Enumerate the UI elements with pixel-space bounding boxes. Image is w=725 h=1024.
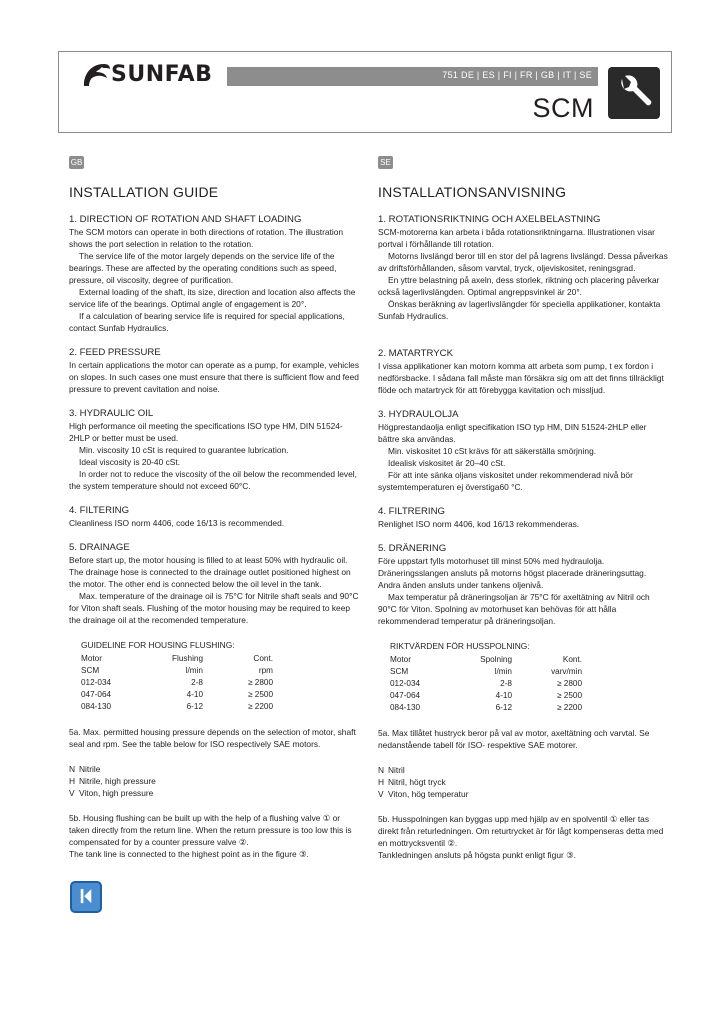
paragraph: SCM-motorerna kan arbeta i båda rotationsriktningarna. Illustrationen visar portval i förhållande till rotation. [378,227,655,249]
paragraph: För att inte sänka oljans viskositet under rekommenderad nivå bör systemtemperaturen ej överstiga60 °C. [378,470,633,492]
brand-logo: SUNFAB [111,62,213,87]
material-label: Nitrile, high pressure [79,776,156,786]
table-header-cell: rpm [258,666,273,675]
table-header-cell: SCM [81,666,100,675]
paragraph: Renlighet ISO norm 4406, kod 16/13 rekommenderas. [378,519,580,529]
section-heading: 5. DRAINAGE [69,542,130,553]
table-row [390,702,582,714]
table-header-row [390,666,582,678]
paragraph: Max. temperature of the drainage oil is 75°C for Nitrile shaft seals and 90°C for Viton shaft seals. Flushing of the motor housing may be required to keep the drainage oil at the recomended temperature. [69,591,359,625]
paragraph: Max temperatur på dräneringsoljan är 75°C för axeltätning av Nitril och 90°C för Viton. Spolning av motorhuset kan behövas för att hålla rekommenderad temperatur på dräneringsoljan. [378,592,650,626]
paragraph: External loading of the shaft, its size, direction and location also affects the service life of the bearings. Optimal angle of engagement is 20°. [69,287,356,309]
column-swedish [378,183,670,861]
material-item [378,764,670,776]
flushing-table [81,653,273,713]
material-label: Viton, hög temperatur [388,789,469,799]
table-cell: ≥ 2500 [557,691,582,700]
section-heading: 3. HYDRAULIC OIL [69,408,154,419]
paragraph: 5b. Housing flushing can be built up with the help of a flushing valve ① or taken directly from the return line. When the return pressure is too low this is compensated for by a counter pressure valve ②. [69,813,352,847]
paragraph: Idealisk viskositet är 20–40 cSt. [388,458,506,468]
paragraph: Before start up, the motor housing is filled to at least 50% with hydraulic oil. The drainage hose is connected to the drainage outlet positioned highest on the motor. The other end is connected below the oil level in the tank. [69,555,351,589]
table-header-cell: Flushing [172,654,203,663]
paragraph: Min. viskositet 10 cSt krävs för att säkerställa smörjning. [388,446,597,456]
paragraph: Motorns livslängd beror till en stor del på lagrens livslängd. Dessa påverkas av driftsförhållanden, såsom varvtal, tryck, oljeviskositet, reningsgrad. [378,251,668,273]
back-to-contents-button[interactable] [70,881,102,913]
paragraph: En yttre belastning på axeln, dess storlek, riktning och placering påverkar också lagerlivslängden. Optimal angreppsvinkel är 20°. [378,275,660,297]
table-header-cell: SCM [390,667,409,676]
paragraph: I vissa applikationer kan motorn komma att arbeta som pump, t ex fordon i nedförsbacke. I sådana fall måste man försäkra sig om att det finns tillräckligt flöde och matartryck för att förebygga kavitation och missljud. [378,361,664,395]
material-code: N [378,765,385,775]
table-header-cell: l/min [185,666,203,675]
table-cell: 2-8 [500,679,512,688]
table-header-row [390,654,582,666]
table-cell: ≥ 2800 [557,679,582,688]
section-heading: 2. MATARTRYCK [378,348,453,359]
material-label: Nitril [388,765,405,775]
material-label: Viton, high pressure [79,788,154,798]
section-heading: 5. DRÄNERING [378,543,447,554]
table-cell: 084-130 [81,702,112,711]
material-item [69,775,361,787]
material-label: Nitril, högt tryck [388,777,446,787]
paragraph: 5a. Max tillåtet hustryck beror på val av motor, axeltätning och varvtal. Se nedanstående tabell för ISO- respektive SAE motorer. [378,728,650,750]
material-item [69,787,361,799]
lang-badge-se: SE [378,156,393,169]
lang-badge-gb: GB [70,158,83,167]
table-cell: 047-064 [81,690,112,699]
material-item [69,763,361,775]
table-cell: ≥ 2200 [557,703,582,712]
section-heading: 1. DIRECTION OF ROTATION AND SHAFT LOADING [69,214,302,225]
table-cell: 6-12 [495,703,512,712]
table-cell: ≥ 2500 [248,690,273,699]
table-row [390,678,582,690]
material-label: Nitrile [79,764,101,774]
table-cell: 012-034 [390,679,421,688]
paragraph: In certain applications the motor can operate as a pump, for example, vehicles on slopes. In such cases one must ensure that there is sufficient flow and feed pressure to prevent cavitation and noise. [69,360,360,394]
table-cell: 6-12 [186,702,203,711]
paragraph: The SCM motors can operate in both directions of rotation. The illustration shows the port selection in relation to the rotation. [69,227,344,249]
paragraph: Cleanliness ISO norm 4406, code 16/13 is recommended. [69,518,285,528]
material-item [378,788,670,800]
product-title: SCM [532,93,594,123]
paragraph: High performance oil meeting the specifications ISO type HM, DIN 51524-2HLP or better must be used. [69,421,343,443]
paragraph: The tank line is connected to the highest point as in the figure ③. [69,849,309,859]
table-row [81,677,273,689]
table-cell: 2-8 [191,678,203,687]
flushing-table [390,654,582,714]
table-cell: ≥ 2800 [248,678,273,687]
table-header-row [81,653,273,665]
sunfab-logo-icon [80,60,112,88]
paragraph: Högprestandaolja enligt specifikation ISO typ HM, DIN 51524-2HLP eller bättre ska användas. [378,422,647,444]
material-item [378,776,670,788]
section-heading: 1. ROTATIONSRIKTNING OCH AXELBELASTNING [378,214,601,225]
table-cell: 012-034 [81,678,112,687]
table-header-cell: varv/min [551,667,582,676]
table-row [81,689,273,701]
section-heading: 3. HYDRAULOLJA [378,409,459,420]
paragraph: Önskas beräkning av lagerlivslängder för speciella applikationer, kontakta Sunfab Hydraulics. [378,299,661,321]
material-code: N [69,764,76,774]
column-english [69,183,361,860]
table-header-cell: Cont. [253,654,273,663]
material-code: V [378,789,384,799]
table-header-cell: Spolning [480,655,512,664]
paragraph: In order not to reduce the viscosity of the oil below the recommended level, the system temperature should not exceed 60°C. [69,469,357,491]
table-cell: ≥ 2200 [248,702,273,711]
table-header-cell: l/min [494,667,512,676]
material-code: V [69,788,75,798]
table-row [81,701,273,713]
table-header-cell: Motor [81,654,102,663]
table-cell: 4-10 [186,690,203,699]
material-code: H [69,776,76,786]
section-heading: 4. FILTERING [69,505,130,516]
paragraph: 5a. Max. permitted housing pressure depends on the selection of motor, shaft seal and rpm. See the table below for ISO respectively SAE motors. [69,727,356,749]
paragraph: Min. viscosity 10 cSt is required to guarantee lubrication. [79,445,289,455]
back-to-contents-icon [72,883,100,911]
paragraph: Tankledningen ansluts på högsta punkt enligt figur ③. [378,850,576,860]
doc-ref: 751 DE | ES | FI | FR | GB | IT | SE [442,70,592,80]
table-row [390,690,582,702]
paragraph: If a calculation of bearing service life is required for special applications, contact Sunfab Hydraulics. [69,311,345,333]
page-title: INSTALLATIONSANVISNING [378,184,567,200]
paragraph: Före uppstart fylls motorhuset till minst 50% med hydraulolja. Dräneringsslangen ansluts på motorns högst placerade dräneringsuttag. Andra änden ansluts under tankens oljenivå. [378,556,647,590]
table-cell: 047-064 [390,691,421,700]
table-header-cell: Kont. [562,655,582,664]
table-cell: 084-130 [390,703,421,712]
page-title: INSTALLATION GUIDE [69,184,219,200]
paragraph: The service life of the motor largely depends on the service life of the bearings. These are affected by the operating conditions such as speed, pressure, oil viscosity, degree of purification. [69,251,337,285]
doc-ref-bar [227,67,598,86]
paragraph: 5b. Husspolningen kan byggas upp med hjälp av en spolventil ① eller tas direkt från returledningen. Om returtrycket är för lågt kompenseras detta med en mottrycksventil ②. [378,814,664,848]
section-heading: 4. FILTRERING [378,506,445,517]
table-caption: RIKTVÄRDEN FÖR HUSSPOLNING: [390,641,530,651]
material-code: H [378,777,385,787]
paragraph: Ideal viscosity is 20-40 cSt. [79,457,181,467]
table-caption: GUIDELINE FOR HOUSING FLUSHING: [81,640,235,650]
table-cell: 4-10 [495,691,512,700]
table-header-row [81,665,273,677]
table-header-cell: Motor [390,655,411,664]
wrench-icon [608,67,660,119]
section-heading: 2. FEED PRESSURE [69,347,161,358]
